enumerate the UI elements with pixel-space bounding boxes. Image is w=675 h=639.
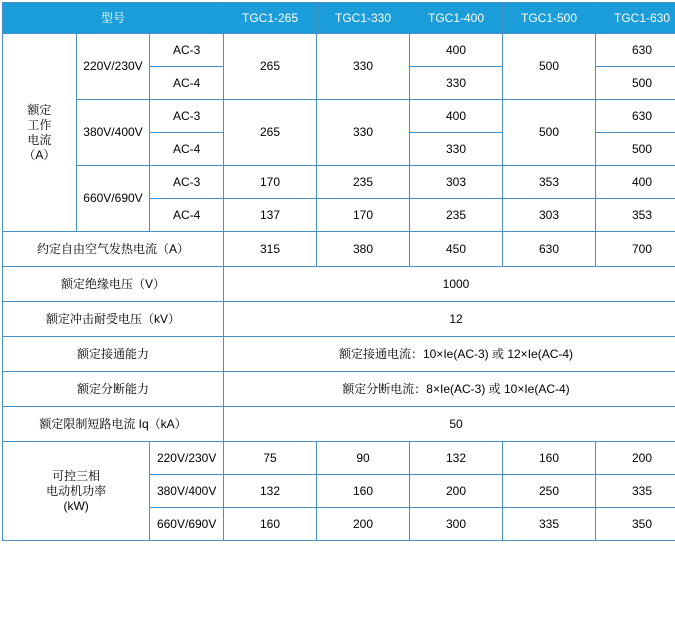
ac-mode-660-ac4: AC-4 bbox=[150, 199, 224, 232]
thermal-current-1: 315 bbox=[224, 232, 317, 267]
ac-mode-660-ac3: AC-3 bbox=[150, 166, 224, 199]
voltage-group-380: 380V/400V bbox=[76, 100, 150, 166]
voltage-group-220: 220V/230V bbox=[76, 34, 150, 100]
table-row bbox=[3, 100, 675, 133]
table-header-row bbox=[3, 3, 675, 34]
insulation-voltage-value: 1000 bbox=[224, 267, 675, 302]
breaking-capacity-label: 额定分断能力 bbox=[3, 372, 224, 407]
motor-power-220-3: 132 bbox=[410, 442, 503, 475]
cell-220-265: 265 bbox=[224, 34, 317, 100]
motor-power-220-2: 90 bbox=[317, 442, 410, 475]
ac-mode-380-ac3: AC-3 bbox=[150, 100, 224, 133]
table-row bbox=[3, 302, 675, 337]
motor-power-label-line3: (kW) bbox=[63, 499, 88, 513]
table-row bbox=[3, 34, 675, 67]
table-row bbox=[3, 407, 675, 442]
cell-220-330: 330 bbox=[317, 34, 410, 100]
motor-power-380-1: 132 bbox=[224, 475, 317, 508]
cell-380-ac3-400: 400 bbox=[410, 100, 503, 133]
cell-220-500: 500 bbox=[503, 34, 596, 100]
motor-power-660-4: 335 bbox=[503, 508, 596, 541]
cell-660-ac4-1: 137 bbox=[224, 199, 317, 232]
motor-power-label-line2: 电动机功率 bbox=[46, 484, 106, 498]
header-model-3: TGC1-400 bbox=[410, 3, 503, 34]
short-circuit-current-label: 额定限制短路电流 Iq（kA） bbox=[3, 407, 224, 442]
table-row bbox=[3, 166, 675, 199]
thermal-current-3: 450 bbox=[410, 232, 503, 267]
motor-power-660-3: 300 bbox=[410, 508, 503, 541]
insulation-voltage-label: 额定绝缘电压（V） bbox=[3, 267, 224, 302]
motor-power-660-5: 350 bbox=[596, 508, 675, 541]
cell-380-265: 265 bbox=[224, 100, 317, 166]
cell-660-ac4-3: 235 bbox=[410, 199, 503, 232]
ac-mode-220-ac4: AC-4 bbox=[150, 67, 224, 100]
cell-220-ac4-330: 330 bbox=[410, 67, 503, 100]
impulse-voltage-label: 额定冲击耐受电压（kV） bbox=[3, 302, 224, 337]
header-model-2: TGC1-330 bbox=[317, 3, 410, 34]
rated-current-label bbox=[3, 34, 77, 232]
motor-power-660-1: 160 bbox=[224, 508, 317, 541]
cell-660-ac4-2: 170 bbox=[317, 199, 410, 232]
cell-660-ac3-3: 303 bbox=[410, 166, 503, 199]
motor-voltage-380: 380V/400V bbox=[150, 475, 224, 508]
cell-380-500: 500 bbox=[503, 100, 596, 166]
cell-380-ac4-500: 500 bbox=[596, 133, 675, 166]
cell-380-ac3-630: 630 bbox=[596, 100, 675, 133]
motor-power-220-5: 200 bbox=[596, 442, 675, 475]
header-model-4: TGC1-500 bbox=[503, 3, 596, 34]
motor-power-220-4: 160 bbox=[503, 442, 596, 475]
cell-660-ac3-1: 170 bbox=[224, 166, 317, 199]
specification-table bbox=[2, 2, 675, 541]
thermal-current-label: 约定自由空气发热电流（A） bbox=[3, 232, 224, 267]
header-model-5: TGC1-630 bbox=[596, 3, 675, 34]
rated-current-label-line3: 电流 bbox=[27, 133, 51, 147]
motor-power-380-2: 160 bbox=[317, 475, 410, 508]
voltage-group-660: 660V/690V bbox=[76, 166, 150, 232]
ac-mode-380-ac4: AC-4 bbox=[150, 133, 224, 166]
motor-power-label bbox=[3, 442, 150, 541]
header-model-1: TGC1-265 bbox=[224, 3, 317, 34]
thermal-current-4: 630 bbox=[503, 232, 596, 267]
cell-660-ac4-4: 303 bbox=[503, 199, 596, 232]
breaking-capacity-value: 额定分断电流：8×Ie(AC-3) 或 10×Ie(AC-4) bbox=[224, 372, 675, 407]
header-model-label: 型号 bbox=[3, 3, 224, 34]
table-row bbox=[3, 372, 675, 407]
motor-power-380-3: 200 bbox=[410, 475, 503, 508]
rated-current-label-line2: 工作 bbox=[27, 118, 51, 132]
making-capacity-label: 额定接通能力 bbox=[3, 337, 224, 372]
motor-power-380-5: 335 bbox=[596, 475, 675, 508]
motor-power-380-4: 250 bbox=[503, 475, 596, 508]
motor-voltage-660: 660V/690V bbox=[150, 508, 224, 541]
short-circuit-current-value: 50 bbox=[224, 407, 675, 442]
table-row bbox=[3, 232, 675, 267]
cell-660-ac3-5: 400 bbox=[596, 166, 675, 199]
motor-power-660-2: 200 bbox=[317, 508, 410, 541]
rated-current-label-line1: 额定 bbox=[27, 103, 51, 117]
cell-660-ac4-5: 353 bbox=[596, 199, 675, 232]
thermal-current-2: 380 bbox=[317, 232, 410, 267]
cell-380-330: 330 bbox=[317, 100, 410, 166]
cell-220-ac3-400: 400 bbox=[410, 34, 503, 67]
motor-voltage-220: 220V/230V bbox=[150, 442, 224, 475]
table-row bbox=[3, 267, 675, 302]
cell-220-ac4-500: 500 bbox=[596, 67, 675, 100]
cell-220-ac3-630: 630 bbox=[596, 34, 675, 67]
cell-380-ac4-330: 330 bbox=[410, 133, 503, 166]
impulse-voltage-value: 12 bbox=[224, 302, 675, 337]
making-capacity-value: 额定接通电流：10×Ie(AC-3) 或 12×Ie(AC-4) bbox=[224, 337, 675, 372]
ac-mode-220-ac3: AC-3 bbox=[150, 34, 224, 67]
table-row bbox=[3, 442, 675, 475]
motor-power-220-1: 75 bbox=[224, 442, 317, 475]
table-row bbox=[3, 337, 675, 372]
cell-660-ac3-4: 353 bbox=[503, 166, 596, 199]
rated-current-label-line4: （A） bbox=[23, 148, 55, 162]
motor-power-label-line1: 可控三相 bbox=[52, 469, 100, 483]
thermal-current-5: 700 bbox=[596, 232, 675, 267]
cell-660-ac3-2: 235 bbox=[317, 166, 410, 199]
